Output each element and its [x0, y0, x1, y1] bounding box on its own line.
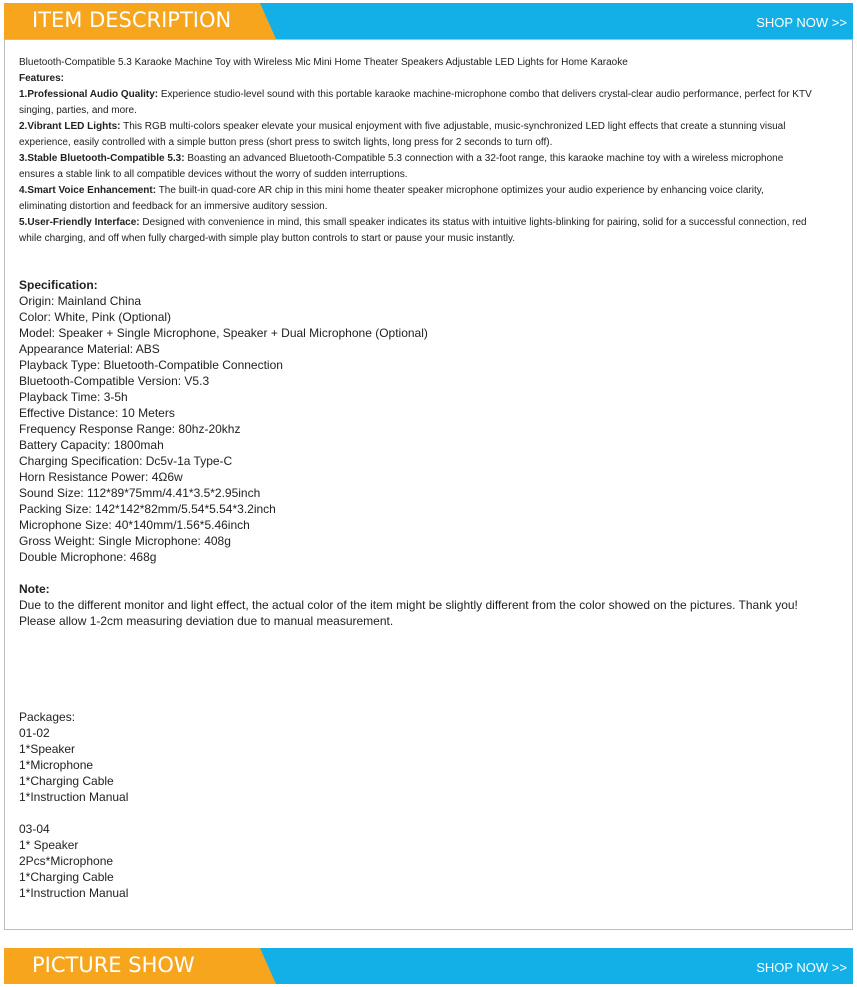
specification-section	[19, 277, 834, 565]
package-item: 2Pcs*Microphone	[19, 854, 114, 868]
feature-text: Boasting an advanced Bluetooth-Compatible 5.3 connection with a 32-foot range, this karaoke machine toy with a wireless microphone ensures a stable link to all compatible devices without the worry of sudden interruptions.	[19, 153, 784, 180]
note-line: Please allow 1-2cm measuring deviation due to manual measurement.	[19, 614, 394, 628]
note-heading: Note:	[19, 582, 50, 596]
feature-label: 4.Smart Voice Enhancement:	[19, 185, 157, 196]
product-title: Bluetooth-Compatible 5.3 Karaoke Machine Toy with Wireless Mic Mini Home Theater Speakers Adjustable LED Lights for Home Karaoke	[19, 57, 628, 68]
feature-label: 5.User-Friendly Interface:	[19, 217, 140, 228]
spec-line: Charging Specification: Dc5v-1a Type-C	[19, 454, 233, 468]
specification-heading: Specification:	[19, 278, 98, 292]
package-item: 1*Charging Cable	[19, 870, 114, 884]
package-item: 1*Charging Cable	[19, 774, 114, 788]
spec-line: Packing Size: 142*142*82mm/5.54*5.54*3.2inch	[19, 502, 276, 516]
spec-line: Playback Time: 3-5h	[19, 390, 128, 404]
item-description-banner	[4, 3, 853, 39]
spec-line: Model: Speaker + Single Microphone, Speaker + Dual Microphone (Optional)	[19, 326, 428, 340]
package-group-name: 01-02	[19, 726, 50, 740]
feature-text: The built-in quad-core AR chip in this mini home theater speaker microphone optimizes your audio experience by enhancing voice clarity, eliminating distortion and feedback for an immersive auditory session.	[19, 185, 764, 212]
package-spacer	[19, 805, 834, 821]
package-item: 1* Speaker	[19, 838, 79, 852]
package-item: 1*Instruction Manual	[19, 886, 129, 900]
features-section	[19, 55, 814, 247]
item-description-title: ITEM DESCRIPTION	[32, 8, 232, 32]
feature-item	[19, 151, 814, 183]
package-group-name: 03-04	[19, 822, 50, 836]
note-line: Due to the different monitor and light effect, the actual color of the item might be slightly different from the color showed on the pictures. Thank you!	[19, 598, 798, 612]
spec-line: Bluetooth-Compatible Version: V5.3	[19, 374, 210, 388]
feature-label: 3.Stable Bluetooth-Compatible 5.3:	[19, 153, 185, 164]
feature-item	[19, 87, 814, 119]
feature-item	[19, 183, 814, 215]
package-item: 1*Speaker	[19, 742, 76, 756]
packages-section	[19, 709, 834, 901]
spec-line: Double Microphone: 468g	[19, 550, 157, 564]
picture-show-banner	[4, 948, 853, 984]
spec-line: Microphone Size: 40*140mm/1.56*5.46inch	[19, 518, 250, 532]
features-heading: Features:	[19, 73, 65, 84]
packages-heading: Packages:	[19, 710, 76, 724]
spec-line: Sound Size: 112*89*75mm/4.41*3.5*2.95inch	[19, 486, 261, 500]
spec-line: Color: White, Pink (Optional)	[19, 310, 172, 324]
spec-line: Playback Type: Bluetooth-Compatible Connection	[19, 358, 283, 372]
feature-item	[19, 215, 814, 247]
feature-text: Designed with convenience in mind, this small speaker indicates its status with intuitive lights-blinking for pairing, solid for a successful connection, red while charging, and off when fully charged-with simple play button controls to start or pause your music instantly.	[19, 217, 807, 244]
package-item: 1*Microphone	[19, 758, 94, 772]
note-section	[19, 581, 834, 629]
spec-line: Gross Weight: Single Microphone: 408g	[19, 534, 231, 548]
shop-now-link[interactable]: SHOP NOW >>	[756, 15, 847, 30]
feature-label: 1.Professional Audio Quality:	[19, 89, 159, 100]
spec-line: Appearance Material: ABS	[19, 342, 160, 356]
spec-line: Effective Distance: 10 Meters	[19, 406, 175, 420]
spec-line: Horn Resistance Power: 4Ω6w	[19, 470, 183, 484]
spec-line: Frequency Response Range: 80hz-20khz	[19, 422, 241, 436]
feature-label: 2.Vibrant LED Lights:	[19, 121, 121, 132]
spec-line: Battery Capacity: 1800mah	[19, 438, 164, 452]
feature-text: This RGB multi-colors speaker elevate your musical enjoyment with five adjustable, music-synchronized LED light effects that create a stunning visual experience, easily controlled with a simple button press (short press to switch lights, long press for 2 seconds to turn off).	[19, 121, 786, 148]
spec-line: Origin: Mainland China	[19, 294, 142, 308]
package-item: 1*Instruction Manual	[19, 790, 129, 804]
feature-text: Experience studio-level sound with this portable karaoke machine-microphone combo that delivers crystal-clear audio performance, perfect for KTV singing, parties, and more.	[19, 89, 812, 116]
feature-item	[19, 119, 814, 151]
picture-show-title: PICTURE SHOW	[32, 953, 195, 977]
shop-now-link[interactable]: SHOP NOW >>	[756, 960, 847, 975]
